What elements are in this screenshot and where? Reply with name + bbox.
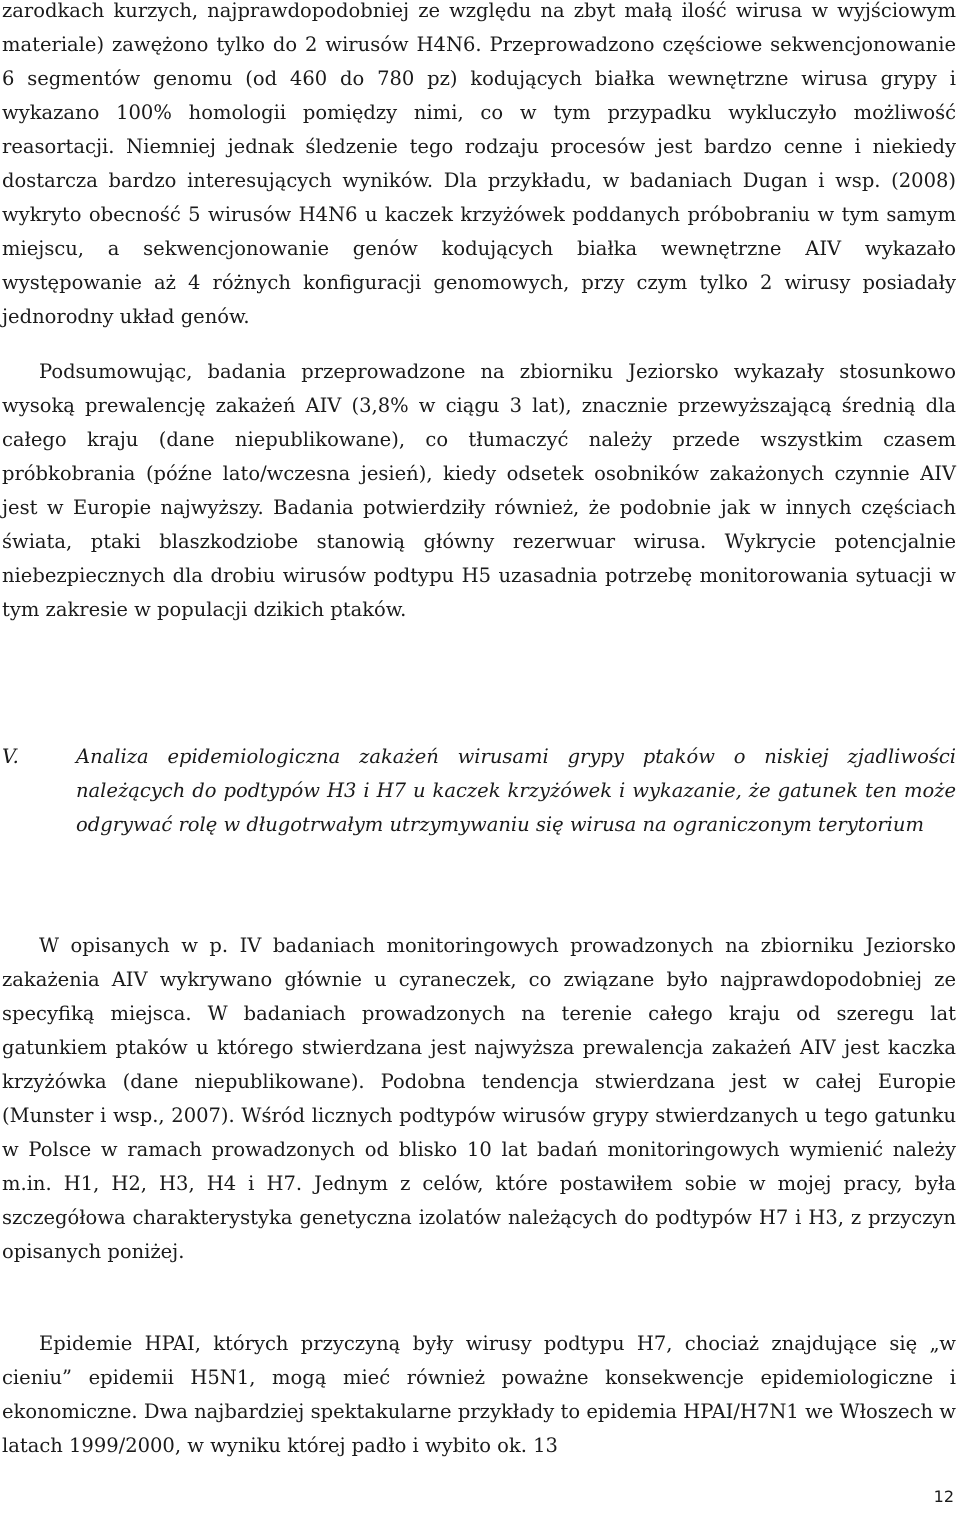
paragraph-summary: Podsumowując, badania przeprowadzone na zbiorniku Jeziorsko wykazały stosunkowo wysoką prewalencję zakażeń AIV (3,8% w ciągu 3 lat), znacznie przewyższającą średnią dla całego kraju (dane niepublikowane), co tłumaczyć należy przede wszystkim czasem próbkobrania (późne lato/wczesna jesień), kiedy odsetek osobników zakażonych czynnie AIV jest w Europie najwyższy. Badania potwierdziły również, że podobnie jak w innych częściach świata, ptaki blaszkodziobe stanowią główny rezerwuar wirusa. Wykrycie potencjalnie niebezpiecznych dla drobiu wirusów podtypu H5 uzasadnia potrzebę monitorowania sytuacji w tym zakresie w populacji dzikich ptaków.	[2, 360, 956, 621]
paragraph-hpai-epidemics: Epidemie HPAI, których przyczyną były wirusy podtypu H7, chociaż znajdujące się „w cieniu” epidemii H5N1, mogą mieć również poważne konsekwencje epidemiologiczne i ekonomiczne. Dwa najbardziej spektakularne przykłady to epidemia HPAI/H7N1 we Włoszech w latach 1999/2000, w wyniku której padło i wybito ok. 13	[2, 1332, 956, 1457]
section-number: V.	[2, 745, 19, 768]
paragraph-monitoring: W opisanych w p. IV badaniach monitoringowych prowadzonych na zbiorniku Jeziorsko zakażenia AIV wykrywano głównie u cyraneczek, co związane było najprawdopodobniej ze specyfiką miejsca. W badaniach prowadzonych na terenie całego kraju od szeregu lat gatunkiem ptaków u którego stwierdzana jest najwyższa prewalencja zakażeń AIV jest kaczka krzyżówka (dane niepublikowane). Podobna tendencja stwierdzana jest w całej Europie (Munster i wsp., 2007). Wśród licznych podtypów wirusów grypy stwierdzanych u tego gatunku w Polsce w ramach prowadzonych od blisko 10 lat badań monitoringowych wymienić należy m.in. H1, H2, H3, H4 i H7. Jednym z celów, które postawiłem sobie w mojej pracy, była szczegółowa charakterystyka genetyczna izolatów należących do podtypów H7 i H3, z przyczyn opisanych poniżej.	[2, 934, 956, 1263]
paragraph-reassortment: zarodkach kurzych, najprawdopodobniej ze względu na zbyt małą ilość wirusa w wyjściowym materiale) zawężono tylko do 2 wirusów H4N6. Przeprowadzono częściowe sekwencjonowanie 6 segmentów genomu (od 460 do 780 pz) kodujących białka wewnętrzne wirusa grypy i wykazano 100% homologii pomiędzy nimi, co w tym przypadku wykluczyło możliwość reasortacji. Niemniej jednak śledzenie tego rodzaju procesów jest bardzo cenne i niekiedy dostarcza bardzo interesujących wyników. Dla przykładu, w badaniach Dugan i wsp. (2008) wykryto obecność 5 wirusów H4N6 u kaczek krzyżówek poddanych próbobraniu w tym samym miejscu, a sekwencjonowanie genów kodujących białka wewnętrzne AIV wykazało występowanie aż 4 różnych konfiguracji genomowych, przy czym tylko 2 wirusy posiadały jednorodny układ genów.	[2, 0, 956, 328]
page-number: 12	[933, 1487, 954, 1506]
section-title: Analiza epidemiologiczna zakażeń wirusami grypy ptaków o niskiej zjadliwości należących do podtypów H3 i H7 u kaczek krzyżówek i wykazanie, że gatunek ten może odgrywać rolę w długotrwałym utrzymywaniu się wirusa na ograniczonym terytorium	[76, 745, 956, 836]
